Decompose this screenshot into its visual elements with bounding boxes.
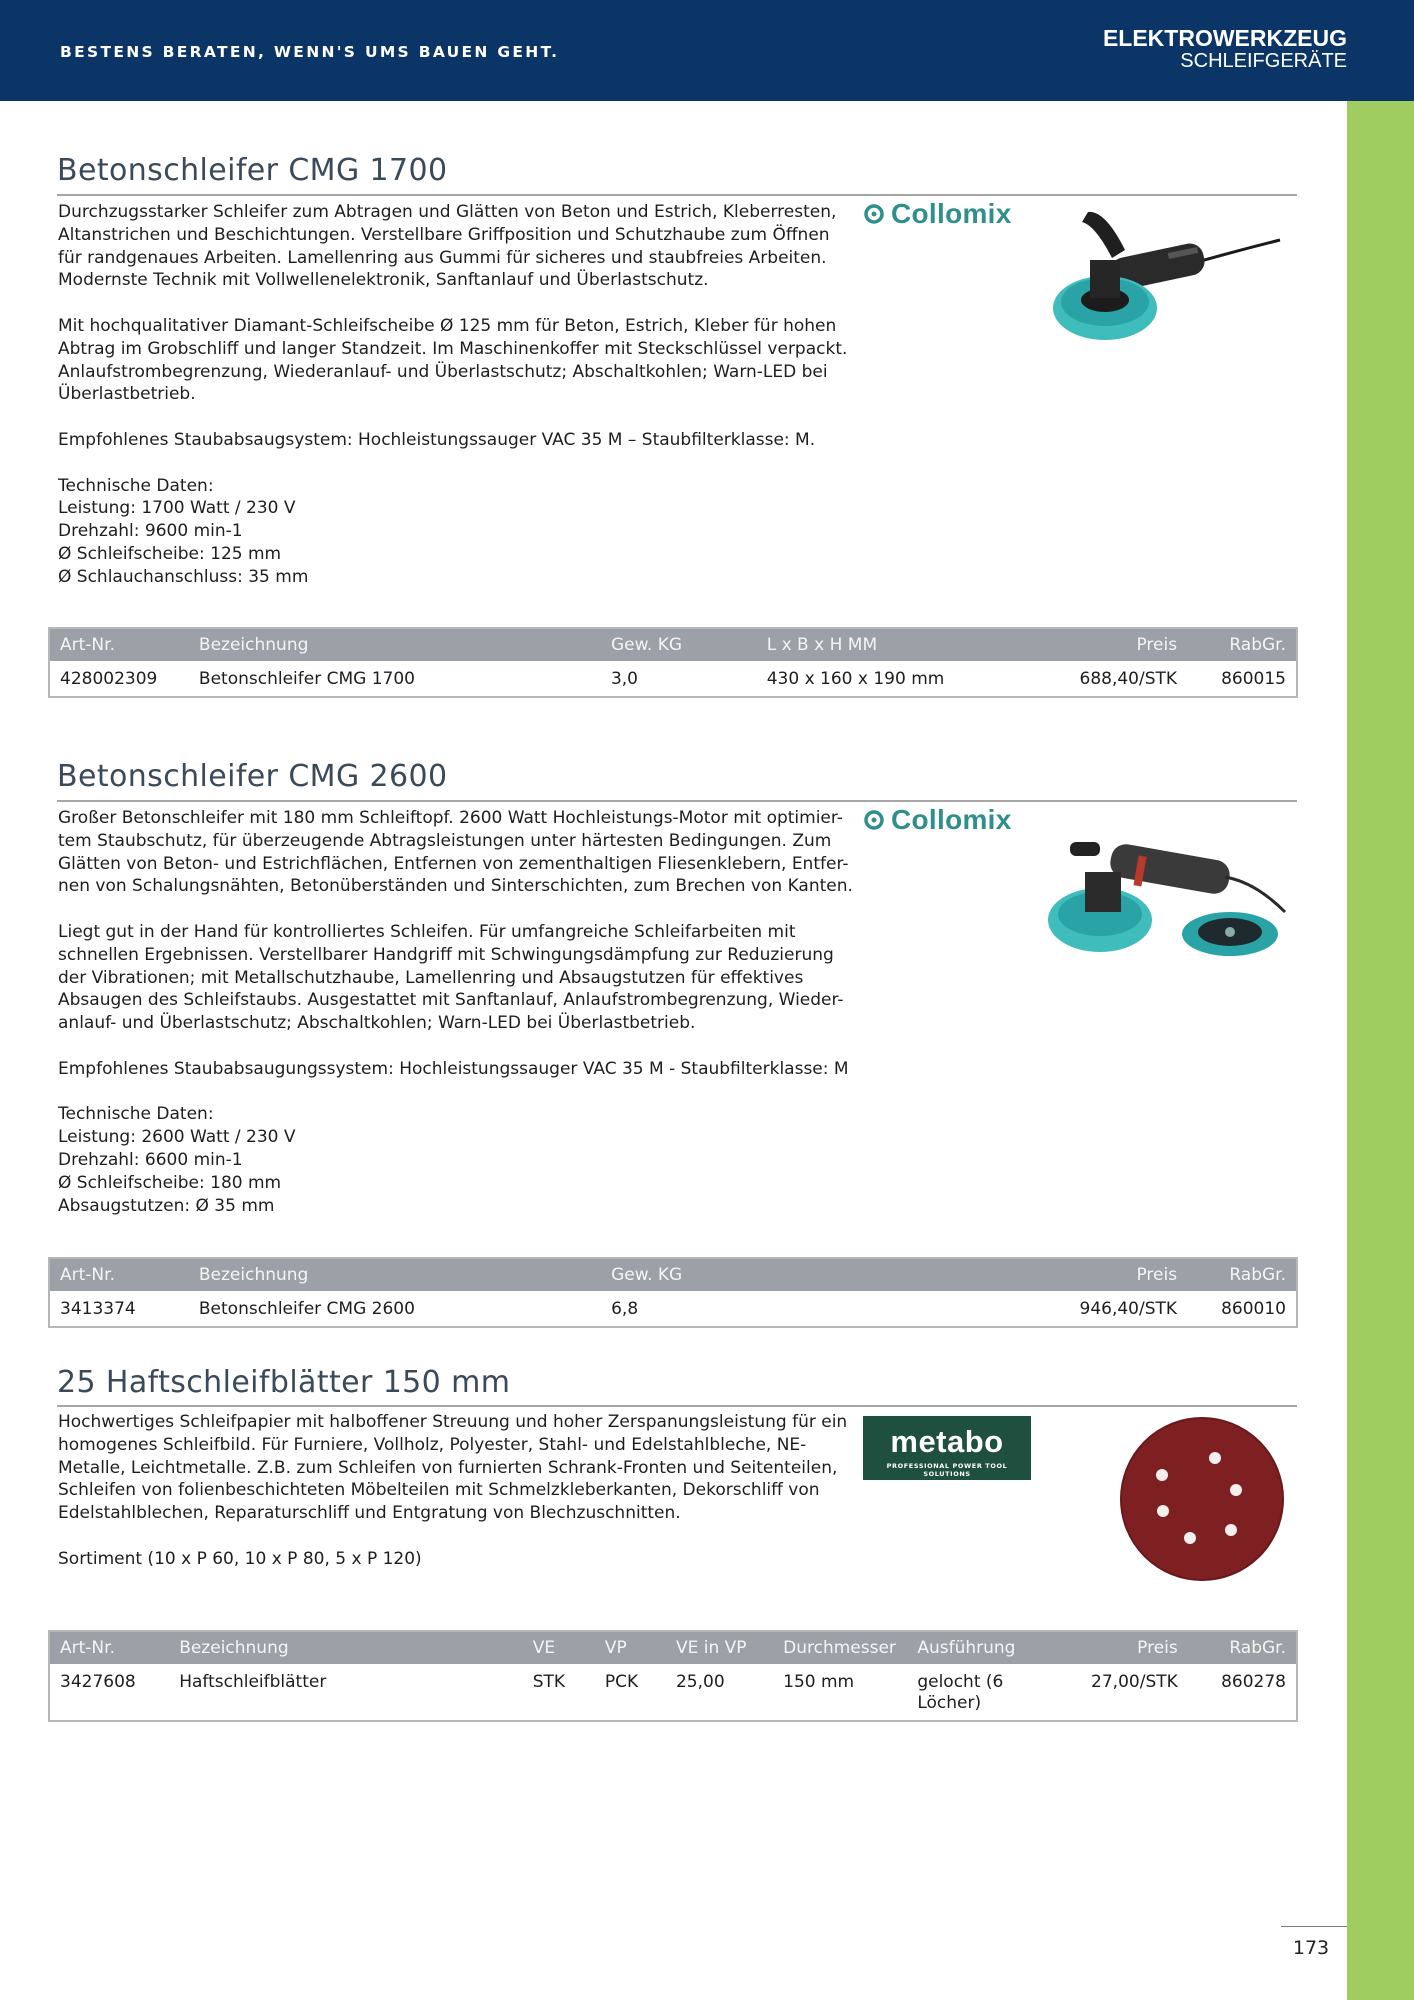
column-header: VE bbox=[523, 1631, 595, 1664]
discount-group: 860010 bbox=[1187, 1291, 1297, 1327]
description-paragraph: Durchzugsstarker Schleifer zum Abtragen und Glätten von Beton und Estrich, Kleberresten, Altanstrichen und Beschichtungen. Verstellbare Griffposition und Schutzhaube zum Öffnen für randgenaues Arbeiten. Lamellenring aus Gummi für sicheres und staubfreies Arbeiten. Modernste Technik mit Vollwellenelektronik, Sanftanlauf und Überlastschutz. bbox=[58, 202, 837, 291]
column-header: Preis bbox=[1038, 628, 1187, 661]
product-description bbox=[58, 807, 858, 1217]
title-divider bbox=[57, 800, 1297, 802]
price: 946,40/STK bbox=[1038, 1291, 1187, 1327]
brand-name: metabo bbox=[890, 1424, 1004, 1459]
weight: 6,8 bbox=[601, 1291, 757, 1327]
description-paragraph: Empfohlenes Staubabsaugungssystem: Hochleistungssauger VAC 35 M - Staubfilterklasse: M bbox=[58, 1058, 849, 1079]
title-divider bbox=[57, 194, 1297, 196]
column-header: Bezeichnung bbox=[189, 628, 601, 661]
column-header: Preis bbox=[1038, 1258, 1187, 1291]
technical-data: Technische Daten: Leistung: 2600 Watt / 230 V Drehzahl: 6600 min-1 Ø Schleifscheibe: 180 mm Absaugstutzen: Ø 35 mm bbox=[58, 1104, 296, 1216]
units-per-pack: 25,00 bbox=[666, 1664, 773, 1721]
column-header: Gew. KG bbox=[601, 628, 757, 661]
column-header: RabGr. bbox=[1187, 628, 1297, 661]
collomix-mark-icon bbox=[863, 809, 885, 831]
column-header bbox=[757, 1258, 1038, 1291]
column-header: Bezeichnung bbox=[169, 1631, 523, 1664]
article-number: 428002309 bbox=[49, 661, 189, 697]
brand-tagline: PROFESSIONAL POWER TOOL SOLUTIONS bbox=[886, 1462, 1008, 1478]
article-number: 3413374 bbox=[49, 1291, 189, 1327]
dimensions bbox=[757, 1291, 1038, 1327]
metabo-logo bbox=[863, 1416, 1031, 1480]
collomix-logo bbox=[863, 198, 1012, 230]
concrete-grinder-icon bbox=[1050, 200, 1290, 352]
product-title: 25 Haftschleifblätter 150 mm bbox=[57, 1365, 511, 1400]
column-header: L x B x H MM bbox=[757, 628, 1038, 661]
product-title: Betonschleifer CMG 2600 bbox=[57, 759, 448, 794]
product-title: Betonschleifer CMG 1700 bbox=[57, 153, 448, 188]
side-color-bar bbox=[1347, 101, 1414, 2000]
column-header: Preis bbox=[1048, 1631, 1188, 1664]
column-header: Art-Nr. bbox=[49, 1258, 189, 1291]
description-paragraph: Sortiment (10 x P 60, 10 x P 80, 5 x P 120) bbox=[58, 1548, 422, 1569]
product-table bbox=[48, 1257, 1298, 1328]
table-row bbox=[49, 1291, 1297, 1327]
collomix-logo bbox=[863, 804, 1012, 836]
column-header: RabGr. bbox=[1187, 1258, 1297, 1291]
dimensions: 430 x 160 x 190 mm bbox=[757, 661, 1038, 697]
product-designation: Betonschleifer CMG 1700 bbox=[189, 661, 601, 697]
header-category: ELEKTROWERKZEUG bbox=[1102, 25, 1347, 51]
table-header-row bbox=[49, 628, 1297, 661]
table-header-row bbox=[49, 1631, 1297, 1664]
collomix-mark-icon bbox=[863, 203, 885, 225]
column-header: Gew. KG bbox=[601, 1258, 757, 1291]
packing-type: PCK bbox=[595, 1664, 666, 1721]
description-paragraph: Empfohlenes Staubabsaugsystem: Hochleistungssauger VAC 35 M – Staubfilterklasse: M. bbox=[58, 429, 816, 450]
table-header-row bbox=[49, 1258, 1297, 1291]
product-designation: Haftschleifblätter bbox=[169, 1664, 523, 1721]
page-number-rule bbox=[1281, 1926, 1347, 1927]
description-paragraph: Liegt gut in der Hand für kontrolliertes Schleifen. Für umfangreiche Schleifarbeiten mit schnellen Ergebnissen. Verstellbarer Handgriff mit Schwingungsdämpfung zur Reduzierung der Vibrationen; mit Metallschutzhaube, Lamellenring und Absaugstutzen für effektives Absaugen des Schleifstaubs. Ausgestattet mit Sanftanlauf, Anlaufstrombegrenzung, Wieder- anlauf- und Überlastschutz; Abschaltkohlen; Warn-LED bei Überlastbetrieb. bbox=[58, 921, 844, 1034]
column-header: Durchmesser bbox=[773, 1631, 907, 1664]
description-paragraph: Hochwertiges Schleifpapier mit halboffener Streuung und hoher Zerspanungsleistung für ein homogenes Schleifbild. Für Furniere, Vollholz, Polyester, Stahl- und Edelstahlbleche, NE- Metalle, Leichtmetalle. Z.B. zum Schleifen von furnierten Schrank-Fronten und Seitenteilen, Schleifen von folienbeschichteten Möbelteilen mit Schmelzkleberkanten, Dekorschliff von Edelstahlblechen, Reparaturschliff und Entgratung von Blechzuschnitten. bbox=[58, 1412, 848, 1524]
column-header: Bezeichnung bbox=[189, 1258, 601, 1291]
table-row bbox=[49, 1664, 1297, 1721]
header-category-block bbox=[1103, 26, 1347, 72]
brand-name: Collomix bbox=[891, 804, 1012, 835]
product-table bbox=[48, 627, 1298, 698]
brand-name: Collomix bbox=[891, 198, 1012, 229]
price: 688,40/STK bbox=[1038, 661, 1187, 697]
column-header: Ausführung bbox=[907, 1631, 1047, 1664]
product-designation: Betonschleifer CMG 2600 bbox=[189, 1291, 601, 1327]
technical-data: Technische Daten: Leistung: 1700 Watt / 230 V Drehzahl: 9600 min-1 Ø Schleifscheibe: 125 mm Ø Schlauchanschluss: 35 mm bbox=[58, 475, 309, 587]
weight: 3,0 bbox=[601, 661, 757, 697]
column-header: Art-Nr. bbox=[49, 1631, 169, 1664]
diameter: 150 mm bbox=[773, 1664, 907, 1721]
description-paragraph: Mit hochqualitativer Diamant-Schleifscheibe Ø 125 mm für Beton, Estrich, Kleber für hohen Abtrag im Grobschliff und langer Standzeit. Im Maschinenkoffer mit Steckschlüssel verpackt. Anlaufstrombegrenzung, Wiederanlauf- und Überlastschutz; Abschaltkohlen; Warn-LED bei Überlastbetrieb. bbox=[58, 315, 848, 405]
description-paragraph: Großer Betonschleifer mit 180 mm Schleiftopf. 2600 Watt Hochleistungs-Motor mit optimier- tem Staubschutz, für überzeugende Abtragsleistungen unter härtesten Bedingungen. Zum Glätten von Beton- und Estrichflächen, Entfernen von zementhaltigen Fliesenklebern, Entfer- nen von Schalungsnähten, Betonüberständen und Sinterschichten, zum Brechen von Kanten. bbox=[58, 808, 853, 897]
packaging-unit: STK bbox=[523, 1664, 595, 1721]
column-header: Art-Nr. bbox=[49, 628, 189, 661]
page-number: 173 bbox=[1292, 1937, 1330, 1959]
title-divider bbox=[57, 1405, 1297, 1407]
product-description bbox=[58, 1411, 858, 1571]
column-header: RabGr. bbox=[1188, 1631, 1297, 1664]
sanding-disc-icon bbox=[1118, 1415, 1286, 1583]
column-header: VP bbox=[595, 1631, 666, 1664]
version: gelocht (6 Löcher) bbox=[907, 1664, 1047, 1721]
article-number: 3427608 bbox=[49, 1664, 169, 1721]
product-table bbox=[48, 1630, 1298, 1722]
page-header bbox=[0, 0, 1414, 101]
header-subcategory: SCHLEIFGERÄTE bbox=[1180, 50, 1347, 72]
discount-group: 860015 bbox=[1187, 661, 1297, 697]
table-row bbox=[49, 661, 1297, 697]
price: 27,00/STK bbox=[1048, 1664, 1188, 1721]
header-slogan: BESTENS BERATEN, WENN'S UMS BAUEN GEHT. bbox=[60, 43, 560, 61]
column-header: VE in VP bbox=[666, 1631, 773, 1664]
product-description bbox=[58, 201, 858, 589]
concrete-grinder-icon bbox=[1040, 822, 1290, 962]
discount-group: 860278 bbox=[1188, 1664, 1297, 1721]
